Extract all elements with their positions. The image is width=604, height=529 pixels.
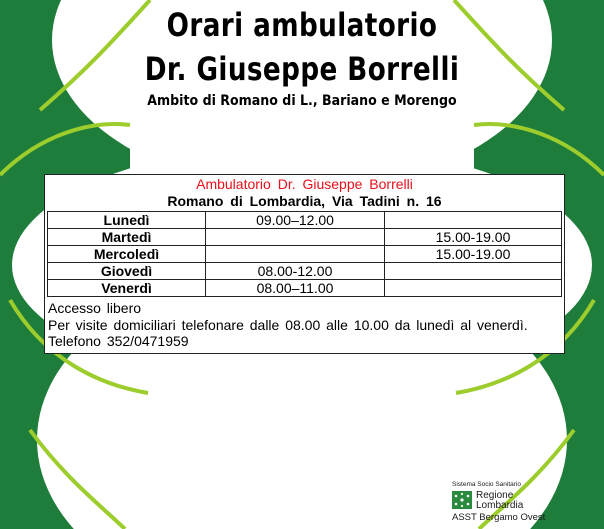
day-cell: Lunedì [48, 212, 206, 229]
title-line-2: Dr. Giuseppe Borrelli [144, 50, 460, 88]
afternoon-cell [385, 212, 562, 229]
afternoon-cell [385, 263, 562, 280]
day-cell: Giovedì [48, 263, 206, 280]
logo-asst: ASST Bergamo Ovest [452, 512, 546, 523]
title-line-1: Orari ambulatorio [166, 6, 438, 44]
schedule-card [44, 174, 565, 354]
afternoon-cell: 15.00-19.00 [385, 229, 562, 246]
afternoon-cell [385, 280, 562, 297]
morning-cell: 09.00–12.00 [206, 212, 385, 229]
morning-cell [206, 246, 385, 263]
notes [48, 300, 528, 350]
day-cell: Venerdì [48, 280, 206, 297]
table-row [48, 229, 562, 246]
schedule-table [47, 211, 562, 297]
regione-lombardia-logo [448, 481, 598, 525]
logo-region-line1: Regione [476, 490, 514, 501]
day-cell: Mercoledì [48, 246, 206, 263]
card-address: Romano di Lombardia, Via Tadini n. 16 [167, 193, 442, 209]
morning-cell: 08.00–11.00 [206, 280, 385, 297]
logo-region-line2: Lombardia [476, 500, 524, 511]
table-row [48, 212, 562, 229]
afternoon-cell: 15.00-19.00 [385, 246, 562, 263]
morning-cell [206, 229, 385, 246]
table-row [48, 246, 562, 263]
day-cell: Martedì [48, 229, 206, 246]
rosa-camuna-icon [452, 491, 472, 509]
table-row [48, 280, 562, 297]
subtitle: Ambito di Romano di L., Bariano e Morengo [147, 93, 457, 109]
note-phone: Telefono 352/0471959 [48, 333, 189, 349]
table-row [48, 263, 562, 280]
note-home-visits: Per visite domiciliari telefonare dalle 08.00 alle 10.00 da lunedì al venerdì. [48, 316, 528, 333]
note-access: Accesso libero [48, 300, 142, 316]
morning-cell: 08.00-12.00 [206, 263, 385, 280]
card-heading: Ambulatorio Dr. Giuseppe Borrelli [196, 176, 413, 192]
logo-system-text: Sistema Socio Sanitario [452, 481, 522, 488]
